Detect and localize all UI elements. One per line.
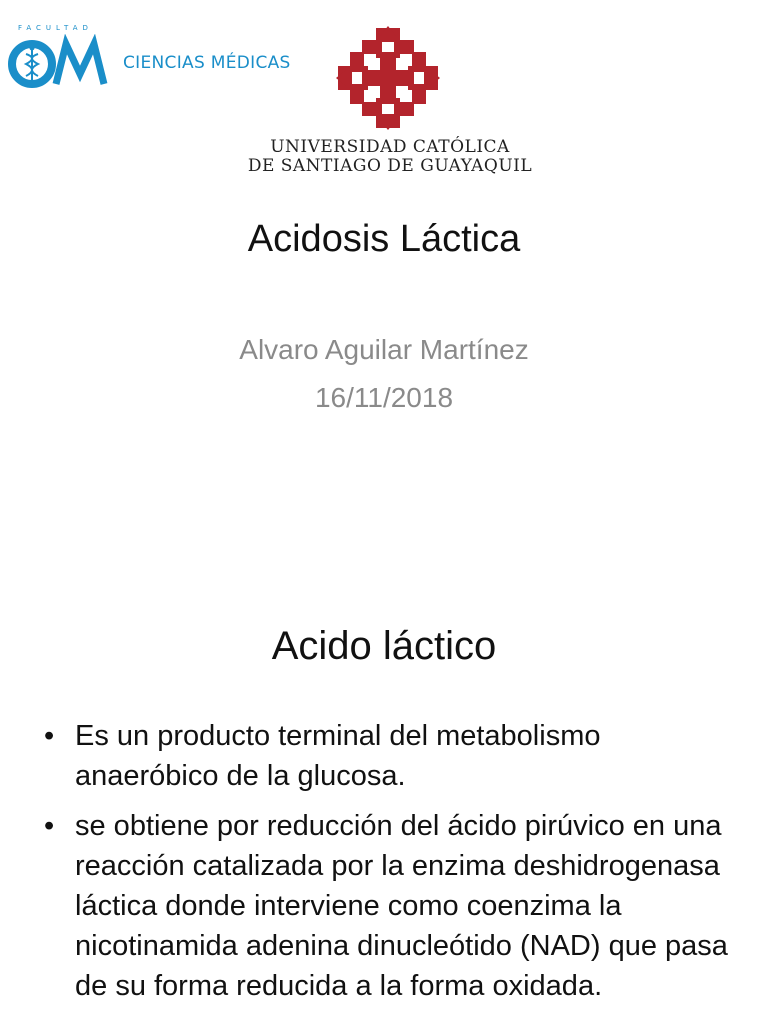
author-name: Alvaro Aguilar Martínez (239, 334, 529, 365)
faculty-logo (8, 24, 308, 94)
faculty-name: CIENCIAS MÉDICAS (123, 53, 291, 73)
caduceus-cm-logo-icon (8, 34, 108, 90)
slide-heading: Acido láctico (271, 624, 497, 668)
university-crest-icon (336, 26, 440, 130)
bullet-dot-icon: • (44, 810, 55, 842)
bullet-item (44, 716, 744, 796)
bullet-dot-icon: • (44, 720, 55, 752)
bullet-text: Es un producto terminal del metabolismo anaeróbico de la glucosa. (75, 720, 601, 792)
slide-title: Acidosis Láctica (247, 218, 521, 260)
university-name-line2: DE SANTIAGO DE GUAYAQUIL (247, 156, 533, 176)
bullet-text: se obtiene por reducción del ácido pirúvico en una reacción catalizada por la enzima deshidrogenasa láctica donde interviene como coenzima la nicotinamida adenina dinucleótido (NAD) que pasa de su forma reducida a la forma oxidada. (75, 810, 728, 1002)
bullet-item (44, 806, 744, 1006)
presentation-date: 16/11/2018 (314, 382, 454, 413)
content-slide (0, 560, 768, 1024)
bullet-list (44, 716, 744, 1016)
university-name-line1: UNIVERSIDAD CATÓLICA (270, 137, 510, 157)
faculty-caption: FACULTAD (18, 24, 93, 32)
